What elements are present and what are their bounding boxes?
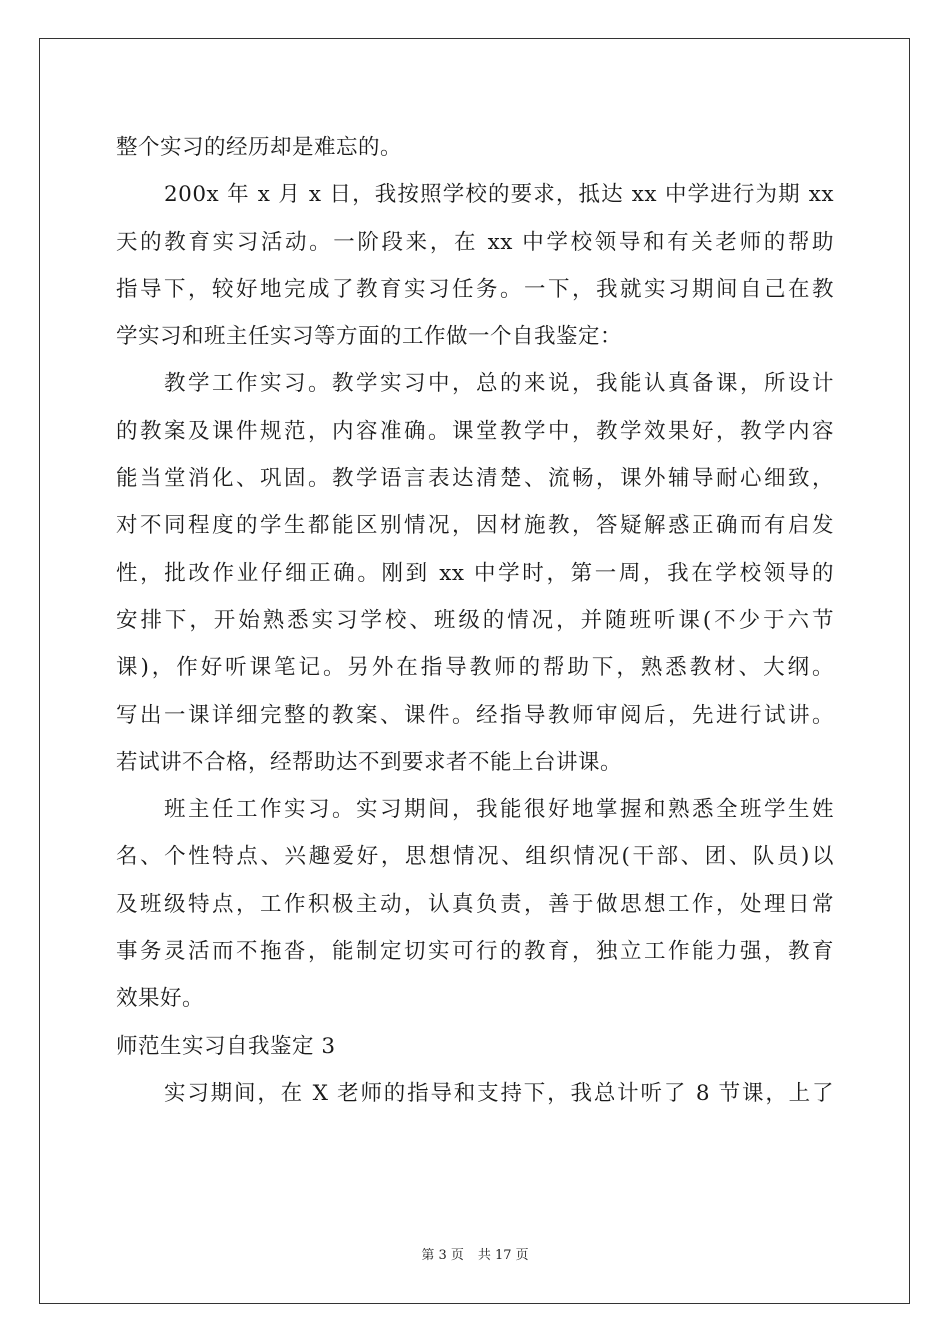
page-number: 第 3 页 <box>421 1248 464 1263</box>
text-line: 指导下，较好地完成了教育实习任务。一下，我就实习期间自己在教 <box>116 276 834 302</box>
section-heading: 师范生实习自我鉴定 3 <box>116 1033 336 1059</box>
paragraph-first-line: 班主任工作实习。实习期间，我能很好地掌握和熟悉全班学生姓 <box>164 797 834 823</box>
text-line: 课)，作好听课笔记。另外在指导教师的帮助下，熟悉教材、大纲。 <box>116 655 834 681</box>
page-total: 共 17 页 <box>477 1248 529 1263</box>
text-line: 名、个性特点、兴趣爱好，思想情况、组织情况(干部、团、队员)以 <box>116 844 834 870</box>
document-body <box>116 128 834 1121</box>
text-line: 写出一课详细完整的教案、课件。经指导教师审阅后，先进行试讲。 <box>116 702 834 728</box>
text-line: 学实习和班主任实习等方面的工作做一个自我鉴定： <box>116 324 623 350</box>
text-line: 事务灵活而不拖沓，能制定切实可行的教育，独立工作能力强，教育 <box>116 939 834 965</box>
paragraph-first-line: 200x 年 x 月 x 日，我按照学校的要求，抵达 xx 中学进行为期 xx <box>164 182 834 208</box>
text-line: 能当堂消化、巩固。教学语言表达清楚、流畅，课外辅导耐心细致， <box>116 466 834 492</box>
text-line: 对不同程度的学生都能区别情况，因材施教，答疑解惑正确而有启发 <box>116 513 834 539</box>
text-line: 若试讲不合格，经帮助达不到要求者不能上台讲课。 <box>116 749 623 775</box>
page-footer <box>0 1244 950 1263</box>
text-line: 安排下，开始熟悉实习学校、班级的情况，并随班听课(不少于六节 <box>116 607 834 633</box>
text-line: 及班级特点，工作积极主动，认真负责，善于做思想工作，处理日常 <box>116 891 834 917</box>
text-line: 整个实习的经历却是难忘的。 <box>116 135 403 160</box>
paragraph-first-line: 教学工作实习。教学实习中，总的来说，我能认真备课，所设计 <box>164 371 834 397</box>
text-line: 天的教育实习活动。一阶段来，在 xx 中学校领导和有关老师的帮助 <box>116 229 834 255</box>
text-line: 效果好。 <box>116 986 205 1012</box>
paragraph-first-line: 实习期间，在 X 老师的指导和支持下，我总计听了 8 节课，上了 <box>164 1080 834 1106</box>
text-line: 的教案及课件规范，内容准确。课堂教学中，教学效果好，教学内容 <box>116 418 834 444</box>
text-line: 性，批改作业仔细正确。刚到 xx 中学时，第一周，我在学校领导的 <box>116 560 834 586</box>
